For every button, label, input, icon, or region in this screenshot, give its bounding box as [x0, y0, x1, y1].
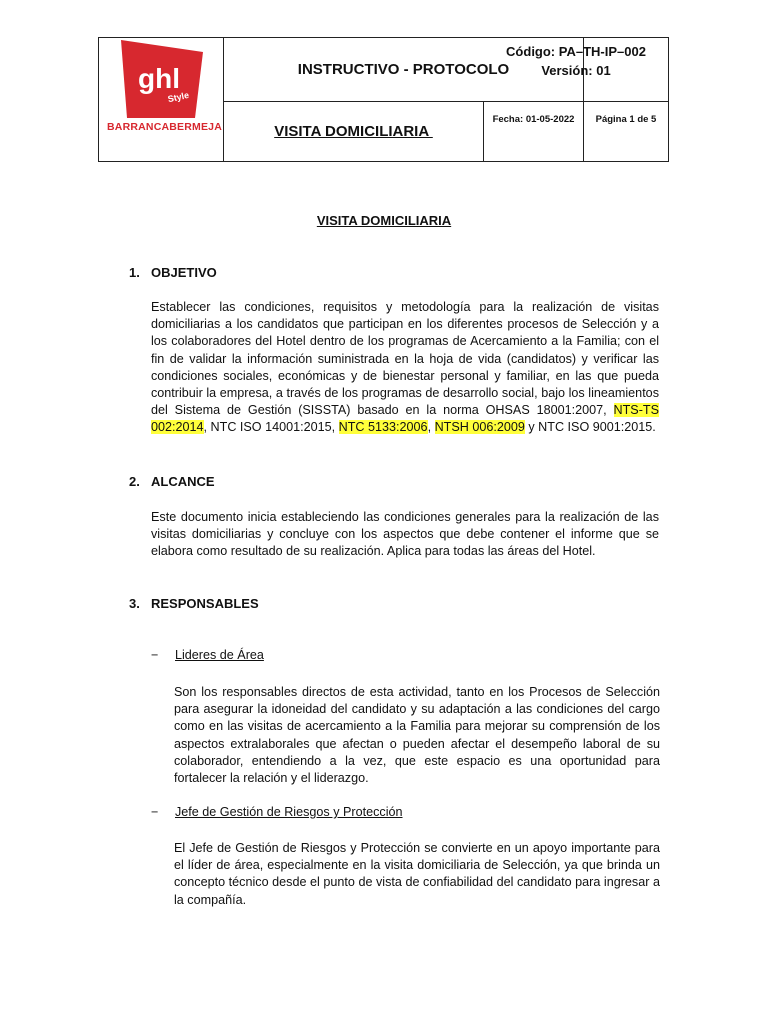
ghl-logo — [115, 38, 207, 120]
section-objetivo-heading — [129, 265, 217, 280]
page-number: Página 1 de 5 — [595, 114, 657, 125]
document-title: VISITA DOMICILIARIA — [316, 213, 452, 228]
doc-subtitle-cell — [224, 102, 484, 161]
svg-text:Style: Style — [166, 89, 190, 105]
brand-name: BARRANCABERMEJA — [107, 121, 223, 133]
section-heading: RESPONSABLES — [151, 596, 259, 611]
section-alcance-heading — [129, 474, 215, 489]
section-heading: ALCANCE — [151, 474, 215, 489]
section-number: 3. — [129, 596, 140, 611]
highlight-ntsh: NTSH 006:2009 — [434, 420, 525, 435]
section-responsables-heading — [129, 596, 259, 611]
code-version-block — [484, 38, 668, 80]
alcance-paragraph: Este documento inicia estableciendo las condiciones generales para la realización de las visitas domiciliarias y concluye con los aspectos que debe contener el informe que se elabora como resultado de su realización. Aplica para todas las áreas del Hotel. — [151, 510, 659, 559]
doc-type-title: INSTRUCTIVO - PROTOCOLO — [224, 38, 584, 102]
svg-text:ghl: ghl — [138, 63, 180, 94]
logo-cell — [99, 38, 224, 161]
doc-version: Versión: 01 — [541, 63, 611, 78]
header-table — [98, 37, 669, 162]
doc-date: Fecha: 01-05-2022 — [484, 102, 584, 161]
lideres-paragraph: Son los responsables directos de esta actividad, tanto en los Procesos de Selección para asegurar la idoneidad del candidato y su adaptación a las condiciones del cargo como en las visitas de acercamiento a la Familia para mejorar su comprensión de los aspectos extralaborales que afectan o pueden afectar el desempeño laboral de su colaborador, entendiendo a la vez, que este espacio es una oportunidad para fortalecer la relación y el liderazgo. — [174, 685, 660, 786]
jefe-riesgos-paragraph: El Jefe de Gestión de Riesgos y Protección se convierte en un apoyo importante para el líder de área, especialmente en la visita domiciliaria de Selección, ya que brinda un concepto técnico desde el punto de vista de confiabilidad del candidato para ingresar a la compañía. — [174, 841, 660, 907]
responsable-item-lideres — [151, 648, 264, 662]
responsable-label: Lideres de Área — [175, 648, 264, 662]
highlight-nts-ts: NTS-TS 002:2014 — [151, 403, 659, 435]
responsable-label: Jefe de Gestión de Riesgos y Protección — [175, 805, 403, 819]
objetivo-paragraph: Establecer las condiciones, requisitos y metodología para la realización de visitas domiciliarias a los candidatos que participan en los diferentes procesos de Selección y a los colaboradores del Hotel dentro de los programas de Acercamiento a la Familia; con el fin de validar la información suministrada en la hoja de vida (candidatos) y verificar las condiciones sociales, económicas y de bienestar personal y familiar, en las que pueda contribuir la empresa, a través de los programas de desarrollo social, bajo los lineamientos del Sistema de Gestión (SISSTA) basado en la norma OHSAS 18001:2007, NTS-TS 002:2014, NTC ISO 14001:2015, NTC 5133:2006, NTSH 006:2009 y NTC ISO 9001:2015. — [151, 300, 659, 435]
dash-bullet: − — [151, 648, 159, 662]
doc-subtitle: VISITA DOMICILIARIA — [274, 123, 433, 140]
section-heading: OBJETIVO — [151, 265, 217, 280]
doc-code: Código: PA–TH-IP–002 — [506, 44, 646, 59]
section-number: 1. — [129, 265, 140, 280]
responsable-item-jefe-riesgos — [151, 805, 403, 819]
section-number: 2. — [129, 474, 140, 489]
highlight-ntc-5133: NTC 5133:2006 — [338, 420, 428, 435]
dash-bullet: − — [151, 805, 159, 819]
